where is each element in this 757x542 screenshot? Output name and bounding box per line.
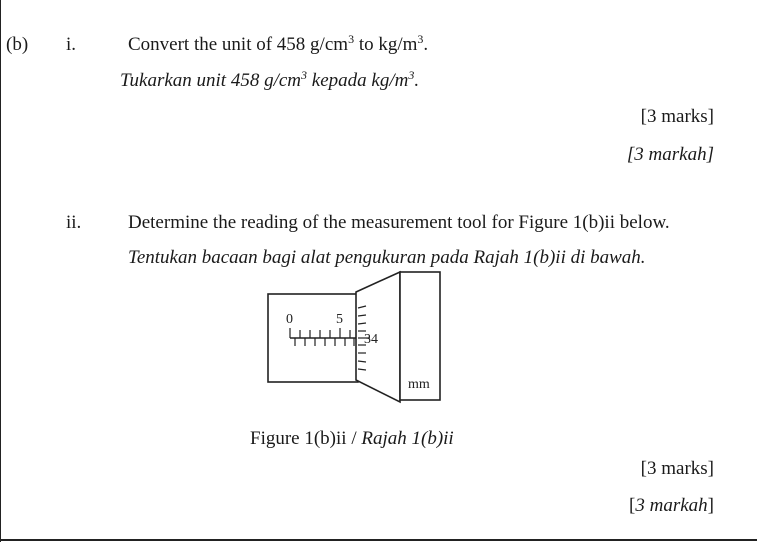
micrometer-figure: [262, 268, 448, 404]
figure-caption: [250, 428, 454, 450]
question-i-malay-mid: kepada kg/m: [307, 70, 409, 91]
figure-caption-english: Figure 1(b)ii /: [250, 428, 362, 449]
marks-i-english: [3 marks]: [640, 106, 714, 127]
part-label: (b): [6, 34, 29, 55]
exponent: 3: [301, 68, 308, 82]
sleeve-label-0: 0: [286, 312, 293, 327]
bracket-open: [: [629, 495, 636, 516]
unit-label: mm: [408, 377, 430, 392]
subquestion-number-i: i.: [66, 34, 77, 55]
question-i-malay-prefix: Tukarkan unit 458 g/cm: [120, 70, 302, 91]
question-i-malay: [120, 70, 419, 92]
question-i-english-suffix: .: [423, 34, 429, 55]
question-i-english-prefix: Convert the unit of 458 g/cm: [128, 34, 349, 55]
marks-i-malay: [3 markah]: [626, 144, 714, 165]
marks-ii-english: [3 marks]: [640, 458, 714, 479]
micrometer-thimble-taper: [356, 272, 400, 402]
marks-ii-malay: [629, 495, 714, 517]
exponent: 3: [348, 32, 355, 46]
marks-ii-malay-word: 3 markah: [635, 495, 708, 516]
figure-caption-malay: Rajah 1(b)ii: [361, 428, 454, 449]
question-ii-english: Determine the reading of the measurement tool for Figure 1(b)ii below.: [128, 212, 670, 233]
question-i-english: [128, 34, 428, 56]
exponent: 3: [408, 68, 415, 82]
thimble-reading-label: 34: [364, 332, 378, 347]
sleeve-label-5: 5: [336, 312, 343, 327]
subquestion-number-ii: ii.: [66, 212, 82, 233]
question-i-english-mid: to kg/m: [354, 34, 418, 55]
exponent: 3: [417, 32, 424, 46]
page-border-left: [0, 0, 1, 542]
page-border-bottom: [0, 539, 757, 541]
bracket-close: ]: [707, 495, 714, 516]
question-ii-malay: Tentukan bacaan bagi alat pengukuran pada Rajah 1(b)ii di bawah.: [128, 247, 646, 268]
question-i-malay-suffix: .: [414, 70, 420, 91]
